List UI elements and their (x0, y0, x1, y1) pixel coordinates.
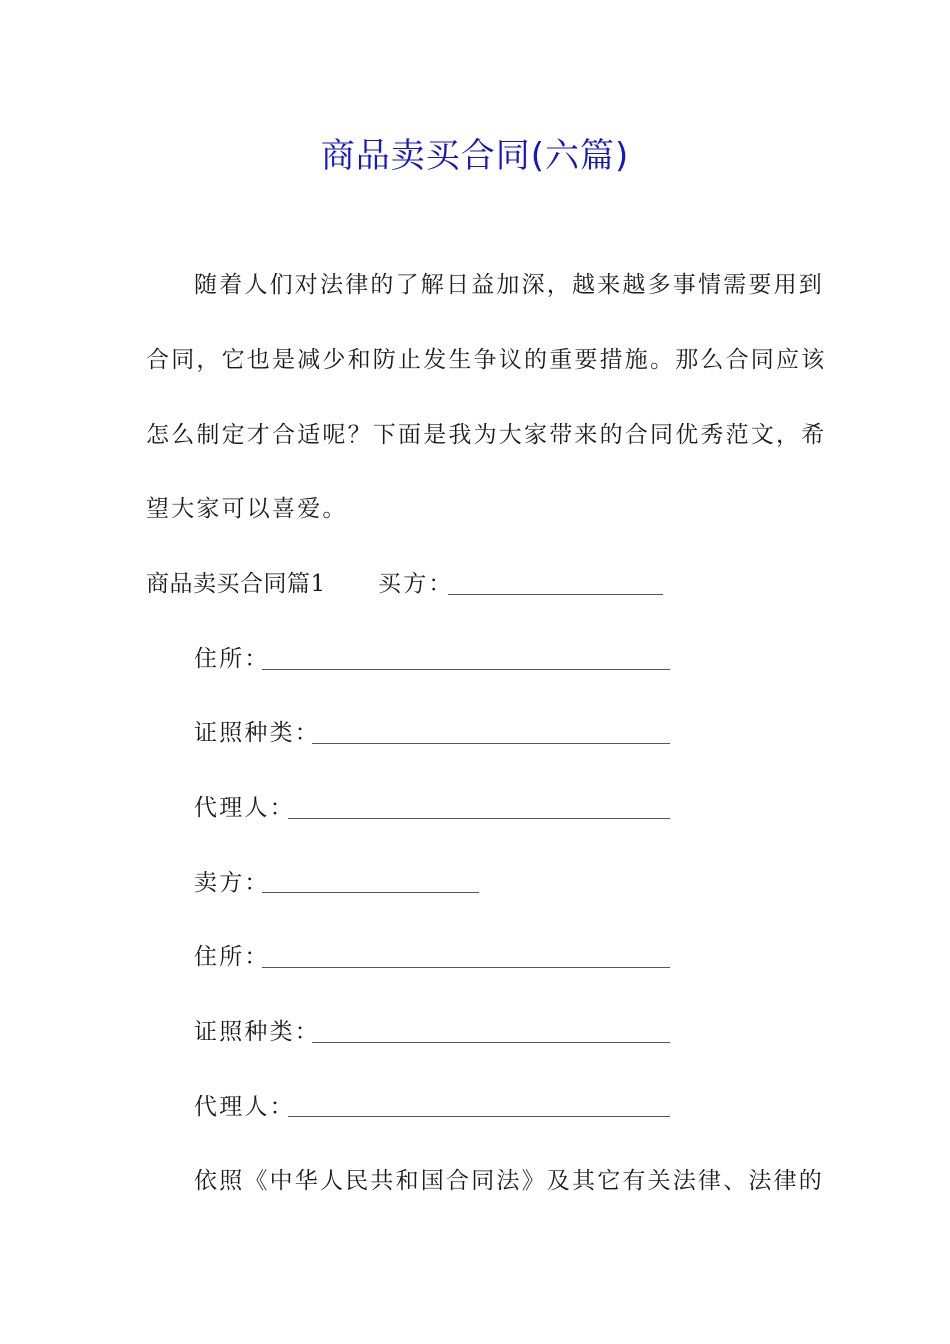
intro-line-3: 怎么制定才合适呢？下面是我为大家带来的合同优秀范文，希 (146, 422, 827, 448)
seller-blank (262, 892, 479, 893)
seller-address-label: 住所： (194, 944, 270, 970)
seller-agent-blank (288, 1116, 670, 1117)
seller-label: 卖方： (194, 870, 270, 896)
section-heading: 商品卖买合同篇1 (146, 571, 326, 597)
seller-id-type-blank (312, 1042, 670, 1043)
buyer-agent-blank (288, 818, 670, 819)
body-line-1: 依照《中华人民共和国合同法》及其它有关法律、法律的 (194, 1168, 824, 1194)
buyer-id-type-label: 证照种类： (194, 720, 320, 746)
buyer-blank (448, 594, 663, 595)
intro-line-1: 随着人们对法律的了解日益加深，越来越多事情需要用到 (194, 272, 824, 298)
buyer-id-type-blank (312, 743, 670, 744)
seller-agent-label: 代理人： (194, 1094, 295, 1120)
buyer-label: 买方： (378, 571, 454, 597)
seller-address-blank (262, 967, 670, 968)
buyer-address-blank (262, 669, 670, 670)
buyer-address-label: 住所： (194, 646, 270, 672)
document-title: 商品卖买合同(六篇) (320, 136, 630, 176)
seller-id-type-label: 证照种类： (194, 1019, 320, 1045)
buyer-agent-label: 代理人： (194, 795, 295, 821)
intro-line-4: 望大家可以喜爱。 (146, 496, 348, 522)
intro-line-2: 合同，它也是减少和防止发生争议的重要措施。那么合同应该 (146, 347, 827, 373)
